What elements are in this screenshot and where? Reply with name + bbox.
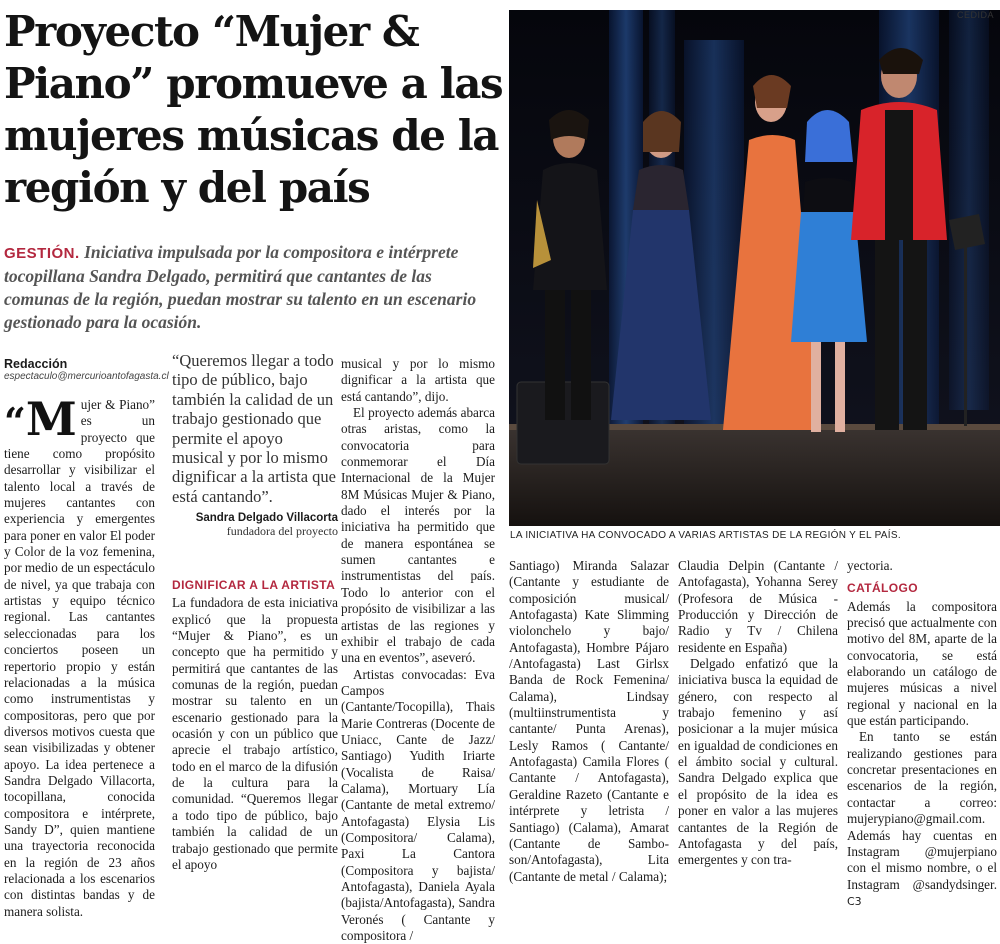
article-column-5	[678, 558, 838, 869]
paragraph: Artistas convocadas: Eva Campos (Cantante/Tocopilla), Thais Marie Contreras (Docente de Uniacc, Cante de Jazz/ Santiago) Yudith Iriarte (Vocalista de Raisa/ Calama), Mortuary Lía (Cantante de metal extremo/ Antofagasta) Elysia Lis (Compositora/ Calama), Paxi La Cantora (Compositora y bajista/ Antofagasta), Daniela Ayala (bajista/Antofagasta), Sandra Veronés ( Cantante y compositora /	[341, 666, 495, 944]
photo-credit: CEDIDA	[956, 10, 994, 20]
article-column-3	[341, 356, 495, 944]
headline-line-2: Piano” promueve a las	[4, 59, 503, 108]
lede-text: Iniciativa impulsada por la compositora e intérprete tocopillana Sandra Delgado, permitirá que cantantes de las comunas de la región, puedan mostrar su talento en un escenario gestionado para la ocasión.	[4, 242, 477, 332]
article-column-2	[172, 571, 338, 873]
paragraph	[4, 392, 155, 920]
paragraph: El proyecto además abarca otras aristas, como la convocatoria para conmemorar el Día Internacional de la Mujer 8M Músicas Mujer & Piano, dado el interés por la iniciativa ha permitido que de manera espontánea se sumen cantantes e instrumentistas del país. Todo lo anterior con el propósito de visibilizar a las artistas de las regiones y exhibir el trabajo de cada una en eventos”, aseveró.	[341, 405, 495, 666]
photo-caption: LA INICIATIVA HA CONVOCADO A VARIAS ARTISTAS DE LA REGIÓN Y EL PAÍS.	[510, 530, 901, 541]
pull-quote: “Queremos llegar a todo tipo de público, bajo también la calidad de un trabajo gestionado que permite el apoyo musical y por lo mismo dignificar a la artista que está cantando”.	[172, 351, 337, 506]
paragraph-text: En tanto se están realizando gestiones para concretar presentaciones en escenarios de la región, contactar a correo: mujerypiano@gmail.com. Además hay cuentas en Instagram @mujerpiano con el mismo nombre, o el Instagram @sandydsinger.	[847, 729, 997, 892]
article-column-1	[4, 392, 155, 920]
pull-quote-role: fundadora del proyecto	[226, 524, 338, 538]
end-mark: C3	[847, 894, 862, 908]
paragraph: La fundadora de esta iniciativa explicó que la propuesta “Mujer & Piano”, es un concepto que ha permitido y permitirá que cantantes de las comunas de la región, puedan mostrar su talento en un escenario gestionado para la ocasión y con un público que aprecie el trabajo artístico, todo en el marco de la difusión de la cultura para la comunidad. “Queremos llegar a todo tipo de público, bajo también la calidad de un trabajo gestionado que permite el apoyo	[172, 595, 338, 872]
stage-illustration	[509, 10, 1000, 526]
subhead-catalogo: CATÁLOGO	[847, 581, 918, 596]
headline-line-4: región y del país	[4, 163, 370, 212]
paragraph	[847, 729, 997, 910]
paragraph: Delgado enfatizó que la iniciativa busca la equidad de género, con respecto al trabajo femenino y así posicionar a la mujer música en igualdad de condiciones en el ámbito social y cultural. Sandra Delgado explica que el propósito de la idea es poner en valor a las mujeres cantantes de la Región de Antofagasta y del país, emergentes y con tra-	[678, 656, 838, 868]
subhead-dignificar: DIGNIFICAR A LA ARTISTA	[172, 578, 336, 592]
drop-cap-letter: M	[25, 392, 77, 446]
paragraph: Claudia Delpin (Cantante / Antofagasta), Yohanna Serey (Profesora de Música - Producción y Dirección de Radio y Tv / Chilena residente en España)	[678, 558, 838, 655]
lede	[4, 241, 499, 334]
paragraph: Además la compositora precisó que actualmente con motivo del 8M, aparte de la convocatoria, se está elaborando un catálogo de mujeres músicas a nivel regional y nacional en la que están participando.	[847, 598, 997, 729]
paragraph: Santiago) Miranda Salazar (Cantante y estudiante de composición musical/ Antofagasta) Kate Slimming violonchelo y bajo/ Antofagasta), Hombre Pájaro /Antofagasta) Last Girlsx Banda de Rock Femenina/ Calama), Lindsay (multiinstrumentista y cantante/ Punta Arenas), Lesly Ramos ( Cantante/ Antofagasta) Camila Flores ( Cantante / Antofagasta), Geraldine Razeto (Cantante e intérprete y letrista / Santiago) (Calama), Amarat (Cantante de Sambo-son/Antofagasta), Lita (Cantante de metal / Calama);	[509, 558, 669, 884]
drop-cap	[4, 392, 77, 446]
article-column-6	[847, 558, 997, 910]
headline-line-3: mujeres músicas de la	[4, 111, 499, 160]
byline-author: Redacción	[4, 357, 68, 371]
concert-photo	[509, 10, 1000, 526]
pull-quote-author: Sandra Delgado Villacorta	[195, 512, 338, 524]
paragraph: yectoria.	[847, 558, 893, 573]
byline	[4, 357, 169, 382]
paragraph-text: ujer & Piano” es un proyecto que tiene como propósito desarrollar y visibilizar el talento local a través de mujeres cantantes con experiencia y emergentes para poner en valor El poder y Color de la voz femenina, por medio de un espectáculo de nivel, ya que trabaja con artistas y equipo técnico regional. Las cantantes seleccionadas para los conciertos poseen un repertorio propio y están relacionadas a la música como instrumentistas y compositoras, pero que por diversos motivos cuesta que sean visibilizadas y obtener apoyo. La idea pertenece a Sandra Delgado Villacorta, tocopillana, conocida compositora e intérprete, Sandy D”, quien mantiene una trayectoria reconocida en la región de 23 años relacionada a los escenarios con distintas bandas y de manera solista.	[4, 397, 155, 919]
headline-line-1: Proyecto “Mujer &	[4, 7, 419, 56]
headline	[4, 6, 504, 214]
paragraph: musical y por lo mismo dignificar a la artista que está cantando”, dijo.	[341, 356, 495, 404]
open-quote-mark: “	[4, 399, 26, 444]
article-column-4	[509, 558, 669, 885]
lede-kicker: GESTIÓN.	[4, 245, 80, 262]
byline-email[interactable]: espectaculo@mercurioantofagasta.cl	[4, 371, 169, 382]
pull-quote-attribution	[172, 512, 338, 539]
